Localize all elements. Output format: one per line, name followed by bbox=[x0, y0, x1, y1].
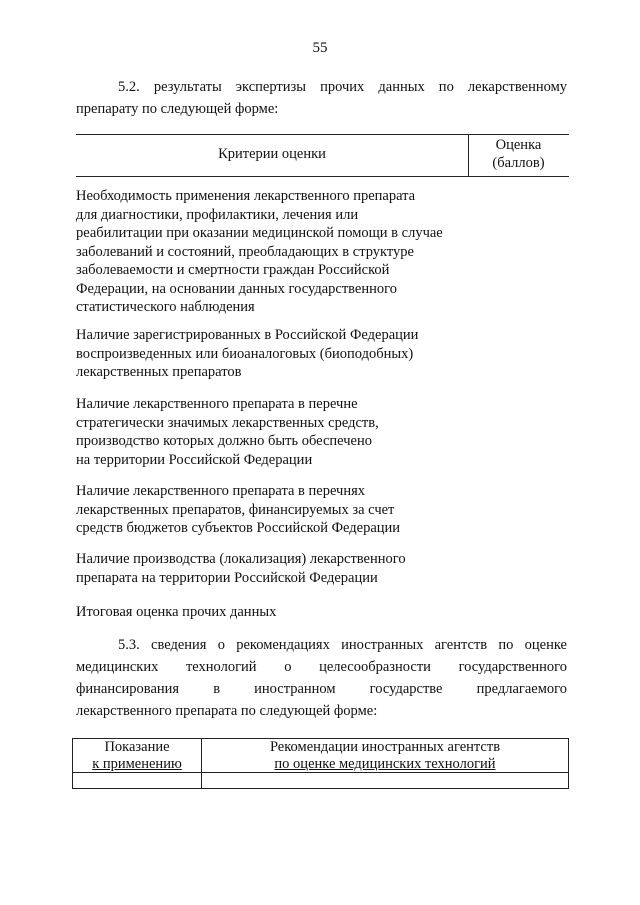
section-5-3-text bbox=[76, 634, 567, 722]
criterion-2-line: воспроизведенных или биоаналоговых (биоподобных) bbox=[76, 345, 414, 362]
criterion-1-line: Федерации, на основании данных государственного bbox=[76, 280, 397, 297]
criterion-3-line: Наличие лекарственного препарата в перечне bbox=[76, 396, 358, 412]
table2-indication-header bbox=[73, 739, 201, 773]
section-5-3-line-3: финансирования в иностранном государстве предлагаемого bbox=[76, 681, 567, 697]
criterion-2-line: лекарственных препаратов bbox=[76, 364, 242, 380]
criterion-5-line: Наличие производства (локализация) лекарственного bbox=[76, 551, 406, 567]
section-5-3-line-1: 5.3. сведения о рекомендациях иностранных агентств по оценке bbox=[118, 637, 567, 653]
foreign-agencies-table bbox=[72, 738, 569, 789]
table1-criteria-header: Критерии оценки bbox=[218, 146, 326, 162]
total-score-label: Итоговая оценка прочих данных bbox=[76, 604, 277, 620]
criterion-3-line: на территории Российской Федерации bbox=[76, 451, 313, 468]
table1-top-border bbox=[76, 134, 569, 135]
section-5-2-line-1: 5.2. результаты экспертизы прочих данных по лекарственному bbox=[118, 79, 567, 95]
criterion-5 bbox=[76, 550, 476, 587]
table1-header-bottom-border bbox=[76, 176, 569, 177]
section-5-2-text bbox=[76, 76, 567, 120]
criterion-4-line: средств бюджетов субъектов Российской Федерации bbox=[76, 520, 401, 536]
criterion-4 bbox=[76, 482, 476, 538]
table1-score-header-line-2: (баллов) bbox=[492, 155, 545, 171]
criterion-2-line: Наличие зарегистрированных в Российской Федерации bbox=[76, 327, 419, 343]
criterion-3 bbox=[76, 395, 476, 469]
table2-recommendations-header-line-2: по оценке медицинских технологий bbox=[274, 756, 496, 772]
table2-indication-header-line-2: к применению bbox=[92, 756, 182, 772]
table2-indication-header-line-1: Показание bbox=[104, 739, 170, 755]
page-number: 55 bbox=[312, 40, 328, 56]
criterion-3-line: производство которых должно быть обеспечено bbox=[76, 433, 372, 449]
table1-score-header-line-1: Оценка bbox=[495, 137, 542, 153]
criterion-5-line: препарата на территории Российской Федерации bbox=[76, 569, 378, 586]
criterion-1-line: статистического наблюдения bbox=[76, 299, 255, 315]
table2-recommendations-header bbox=[202, 739, 568, 773]
section-5-3-line-2: медицинских технологий о целесообразности государственного bbox=[76, 659, 567, 675]
criterion-1-line: реабилитации при оказании медицинской помощи в случае bbox=[76, 225, 443, 241]
criterion-1-line: заболеваний и состояний, преобладающих в структуре bbox=[76, 243, 414, 260]
section-5-3-line-4: лекарственного препарата по следующей форме: bbox=[76, 703, 378, 719]
table2-recommendations-header-line-1: Рекомендации иностранных агентств bbox=[269, 739, 501, 755]
criterion-1 bbox=[76, 187, 476, 317]
criterion-1-line: для диагностики, профилактики, лечения или bbox=[76, 206, 359, 223]
criterion-4-line: Наличие лекарственного препарата в перечнях bbox=[76, 483, 366, 499]
criterion-2 bbox=[76, 326, 476, 382]
criterion-1-line: Необходимость применения лекарственного препарата bbox=[76, 188, 416, 204]
table1-score-header bbox=[468, 136, 569, 172]
criterion-3-line: стратегически значимых лекарственных средств, bbox=[76, 414, 379, 431]
criterion-4-line: лекарственных препаратов, финансируемых за счет bbox=[76, 501, 395, 518]
criterion-1-line: заболеваемости и смертности граждан Российской bbox=[76, 262, 390, 278]
section-5-2-line-2: препарату по следующей форме: bbox=[76, 101, 279, 117]
